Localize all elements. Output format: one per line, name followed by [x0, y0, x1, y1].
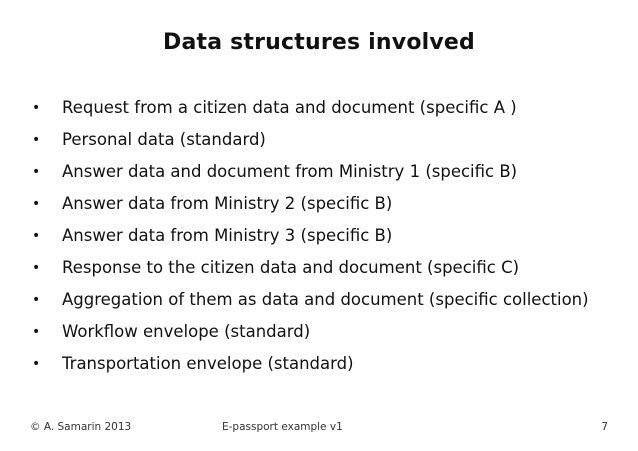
slide-title: Data structures involved	[162, 30, 475, 55]
bullet-item	[30, 130, 610, 150]
bullet-text: Personal data (standard)	[62, 130, 266, 149]
bullet-dot-icon: •	[32, 132, 41, 148]
bullet-item	[30, 98, 610, 118]
bullet-dot-icon: •	[32, 100, 41, 116]
bullet-text: Answer data and document from Ministry 1 (specific B)	[62, 162, 518, 181]
footer-page-number: 7	[601, 421, 608, 433]
bullet-dot-icon: •	[32, 196, 41, 212]
bullet-dot-icon: •	[32, 164, 41, 180]
bullet-text: Request from a citizen data and document (specific A )	[62, 98, 517, 117]
bullet-item	[30, 162, 610, 182]
bullet-text: Answer data from Ministry 2 (specific B)	[62, 194, 393, 213]
bullet-item	[30, 322, 610, 342]
bullet-dot-icon: •	[32, 292, 41, 308]
bullet-dot-icon: •	[32, 228, 41, 244]
footer-copyright: © A. Samarin 2013	[30, 421, 132, 433]
bullet-text: Aggregation of them as data and document (specific collection)	[62, 290, 589, 309]
bullet-dot-icon: •	[32, 356, 41, 372]
bullet-text: Response to the citizen data and document (specific C)	[62, 258, 520, 277]
bullet-item	[30, 258, 610, 278]
bullet-item	[30, 354, 610, 374]
bullet-item	[30, 226, 610, 246]
bullet-text: Answer data from Ministry 3 (specific B)	[62, 226, 393, 245]
bullet-item	[30, 194, 610, 214]
bullet-dot-icon: •	[32, 324, 41, 340]
bullet-dot-icon: •	[32, 260, 41, 276]
bullet-text: Workflow envelope (standard)	[62, 322, 311, 341]
bullet-item	[30, 290, 610, 310]
footer-presentation-name: E-passport example v1	[222, 421, 343, 433]
bullet-text: Transportation envelope (standard)	[62, 354, 354, 373]
bullet-list	[30, 98, 610, 386]
